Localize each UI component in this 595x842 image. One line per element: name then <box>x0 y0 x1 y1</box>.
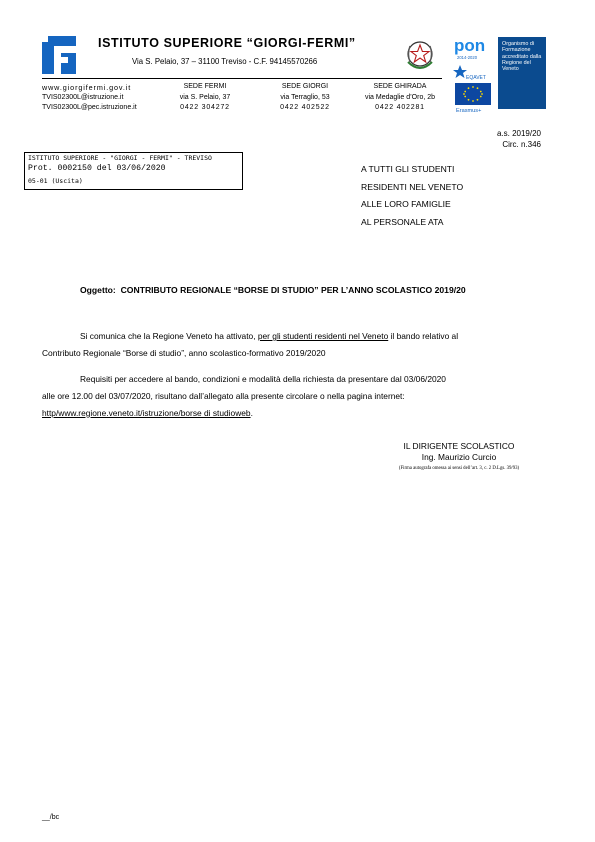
subject-text: CONTRIBUTO REGIONALE “BORSE DI STUDIO” PER L’ANNO SCOLASTICO 2019/20 <box>120 285 466 295</box>
email-link[interactable]: TVIS02300L@istruzione.it <box>42 94 124 101</box>
sede-address: via Medaglie d’Oro, 2b <box>364 93 436 101</box>
p1-line-2: Contributo Regionale “Borse di studio”, anno scolastico-formativo 2019/2020 <box>42 347 326 358</box>
signature-name: Ing. Maurizio Curcio <box>421 452 497 462</box>
p2-line-2: alle ore 12.00 del 03/07/2020, risultano dall’allegato alla presente circolare o nella pagina internet: <box>42 390 405 401</box>
signature-note: (Firma autografa omessa ai sensi dell’art. 3, c. 2 D.Lgs. 39/93) <box>398 466 520 471</box>
school-year: a.s. 2019/20 <box>496 129 541 138</box>
sede-phone: 0422 402522 <box>280 104 330 111</box>
sede-address: via Terraglio, 53 <box>280 93 330 101</box>
circular-meta <box>497 128 541 150</box>
p2-line-1: Requisiti per accedere al bando, condizioni e modalità della richiesta da presentare dal 03/06/2020 <box>80 374 446 384</box>
institute-address: Via S. Pelaio, 37 – 31100 Treviso - C.F. 94145570266 <box>132 57 318 66</box>
recipients-list <box>361 161 463 231</box>
subject-line <box>80 285 466 295</box>
recipient-item: A TUTTI GLI STUDENTI <box>361 164 455 174</box>
signature-block <box>354 441 564 474</box>
protocol-number: Prot. 0002150 del 03/06/2020 <box>28 164 166 173</box>
institute-name: ISTITUTO SUPERIORE “GIORGI-FERMI” <box>98 36 356 50</box>
p1-underlined-text: per gli studenti residenti nel Veneto <box>257 331 389 341</box>
sede-name: SEDE FERMI <box>183 83 227 90</box>
regione-veneto-link[interactable]: http/www.regione.veneto.it/istruzione/borse di studioweb <box>42 407 251 418</box>
website-link[interactable]: www.giorgifermi.gov.it <box>42 83 132 92</box>
body-paragraph-1 <box>42 328 552 362</box>
signature-role: IL DIRIGENTE SCOLASTICO <box>403 441 515 451</box>
sede-phone: 0422 402281 <box>375 104 425 111</box>
erasmus-logo-text: Erasmus+ <box>456 108 482 113</box>
eqavet-logo-icon <box>452 63 496 81</box>
link-suffix: . <box>250 407 253 418</box>
recipient-item: ALLE LORO FAMIGLIE <box>361 199 451 210</box>
sede-address: via S. Pelaio, 37 <box>179 93 231 101</box>
eqavet-logo-text: EQAVET <box>466 75 486 81</box>
sede-name: SEDE GHIRADA <box>373 83 427 90</box>
sede-ghirada <box>354 82 446 114</box>
sede-phone: 0422 304272 <box>180 104 230 111</box>
p1-text-pre: Si comunica che la Regione Veneto ha attivato, <box>80 331 256 341</box>
footer-initials: __/bc <box>42 814 60 821</box>
protocol-class: 05-01 (Uscita) <box>28 177 83 185</box>
recipient-item: RESIDENTI NEL VENETO <box>361 181 464 192</box>
pon-logo-subtext: 2014-2020 <box>457 55 478 60</box>
circular-number: Circ. n.346 <box>502 140 541 149</box>
sede-name: SEDE GIORGI <box>281 83 329 90</box>
sede-fermi <box>166 82 244 114</box>
regione-veneto-text: Organismo di Formazione accreditato dalla Regione del Veneto <box>502 41 542 73</box>
subject-label: Oggetto: <box>80 285 116 295</box>
pec-link[interactable]: TVIS02300L@pec.istruzione.it <box>42 104 137 111</box>
school-logo-icon <box>42 36 76 74</box>
italian-republic-emblem-icon <box>404 36 436 74</box>
eu-flag-icon <box>455 83 491 113</box>
recipient-item: AL PERSONALE ATA <box>361 216 444 227</box>
pon-logo-text: pon <box>454 36 486 55</box>
p1-text-post: il bando relativo al <box>390 331 459 341</box>
pon-logo-icon <box>452 34 496 62</box>
header-divider <box>42 78 442 79</box>
sede-giorgi <box>266 82 344 114</box>
body-paragraph-2 <box>42 371 552 421</box>
protocol-institute: ISTITUTO SUPERIORE - "GIORGI - FERMI" - TREVISO <box>28 154 212 162</box>
